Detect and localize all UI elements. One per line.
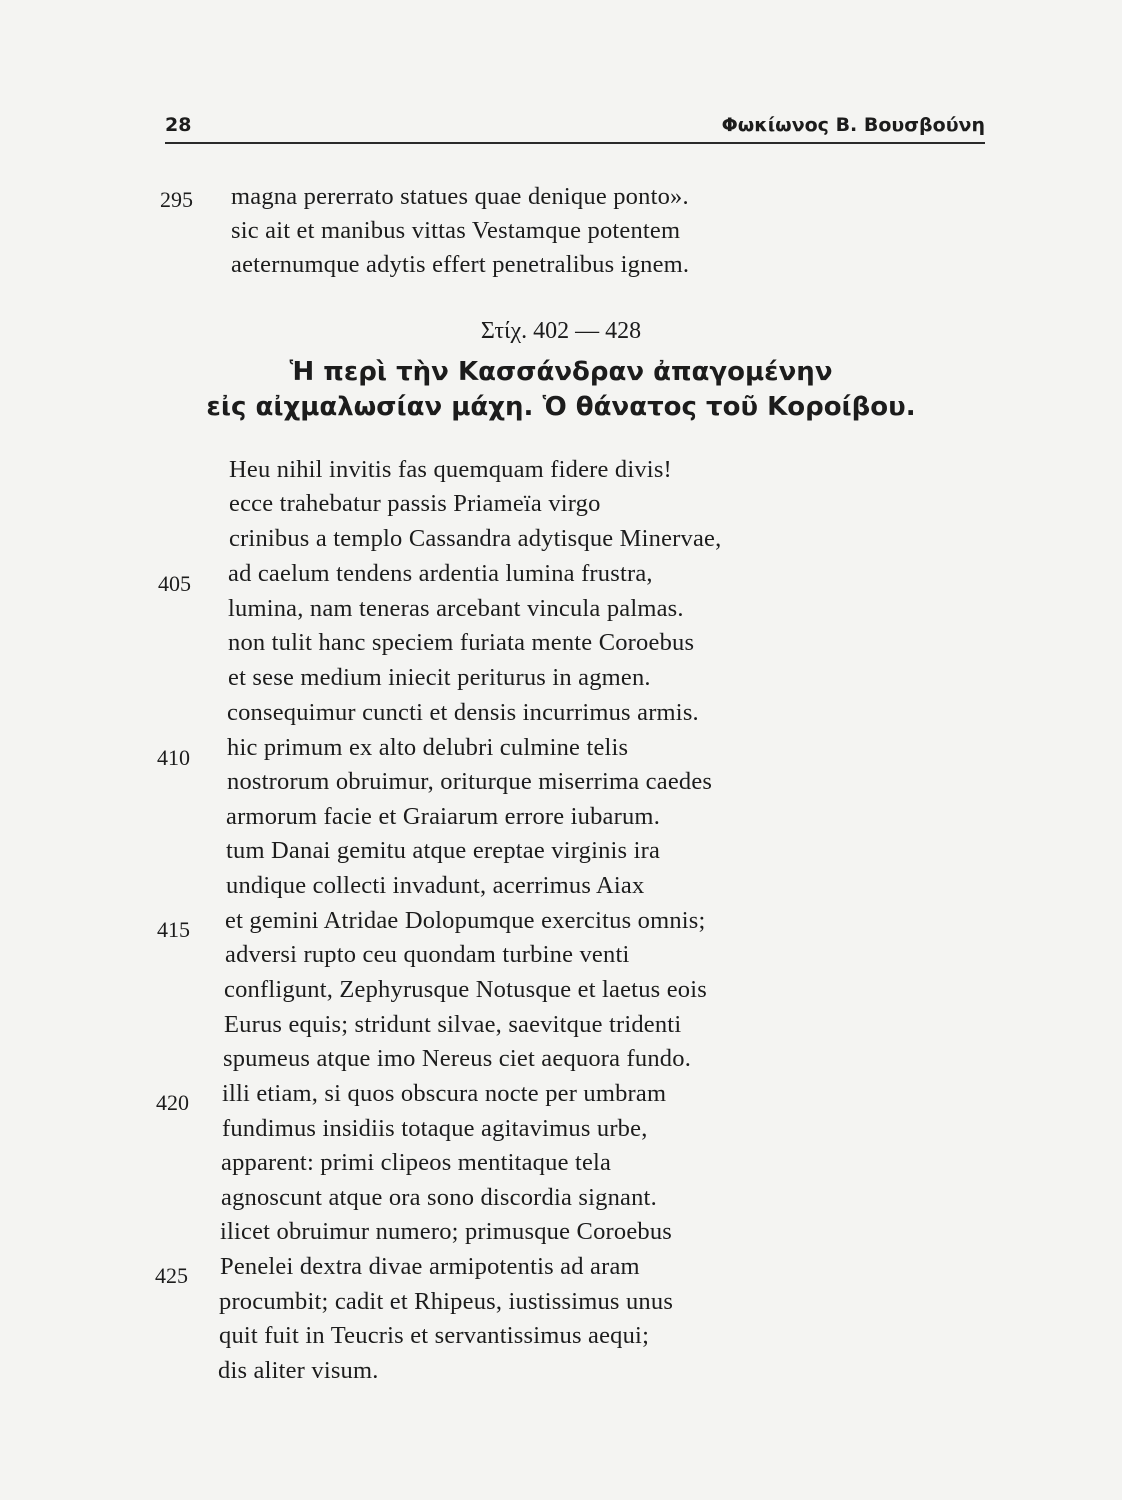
verse-line: quit fuit in Teucris et servantissimus aequi;: [219, 1322, 650, 1349]
verse-line: adversi rupto ceu quondam turbine venti: [225, 941, 630, 968]
verse-line: nostrorum obruimur, oriturque miserrima caedes: [227, 768, 713, 795]
verse-line: lumina, nam teneras arcebant vincula palmas.: [228, 595, 684, 622]
running-title: Φωκίωνος Β. Βουσβούνη: [721, 114, 985, 136]
verse-line: spumeus atque imo Nereus ciet aequora fundo.: [223, 1045, 692, 1072]
line-number: 295: [160, 187, 193, 212]
verse-line: Eurus equis; stridunt silvae, saevitque tridenti: [224, 1011, 682, 1038]
verse-line: ilicet obruimur numero; primusque Coroebus: [220, 1218, 673, 1245]
line-number: 425: [155, 1263, 188, 1288]
verse-line: consequimur cuncti et densis incurrimus armis.: [227, 699, 699, 726]
verse-line: tum Danai gemitu atque ereptae virginis ira: [226, 837, 661, 864]
page-number: 28: [165, 114, 192, 136]
verse-line: aeternumque adytis effert penetralibus ignem.: [231, 251, 690, 278]
verse-range: Στίχ. 402 — 428: [480, 318, 642, 344]
line-number: 405: [158, 571, 191, 596]
line-number: 415: [157, 917, 190, 942]
verse-line: sic ait et manibus vittas Vestamque potentem: [231, 217, 681, 244]
verse-line: illi etiam, si quos obscura nocte per umbram: [222, 1080, 667, 1107]
line-number: 410: [157, 745, 190, 770]
verse-line: Penelei dextra divae armipotentis ad aram: [220, 1253, 640, 1280]
verse-line: magna pererrato statues quae denique ponto».: [231, 183, 689, 210]
verse-line: procumbit; cadit et Rhipeus, iustissimus unus: [219, 1288, 674, 1315]
verse-line: et gemini Atridae Dolopumque exercitus omnis;: [225, 907, 706, 934]
verse-line: undique collecti invadunt, acerrimus Aiax: [226, 872, 645, 899]
verse-line: fundimus insidiis totaque agitavimus urbe,: [222, 1115, 648, 1142]
verse-line: apparent: primi clipeos mentitaque tela: [221, 1149, 612, 1176]
verse-line: confligunt, Zephyrusque Notusque et laetus eois: [224, 976, 707, 1003]
section-title-line-2: εἰς αἰχμαλωσίαν μάχη. Ὁ θάνατος τοῦ Κοροίβου.: [206, 392, 916, 422]
verse-line: ecce trahebatur passis Priameïa virgo: [229, 490, 601, 517]
section-title-line-1: Ἡ περὶ τὴν Κασσάνδραν ἀπαγομένην: [289, 357, 833, 387]
verse-line: non tulit hanc speciem furiata mente Coroebus: [228, 629, 695, 656]
verse-line: Heu nihil invitis fas quemquam fidere divis!: [229, 456, 672, 483]
verse-line: ad caelum tendens ardentia lumina frustra,: [228, 560, 653, 587]
verse-line: dis aliter visum.: [218, 1357, 379, 1384]
verse-line: et sese medium iniecit periturus in agmen.: [228, 664, 651, 691]
running-header: [165, 108, 985, 144]
verse-line: armorum facie et Graiarum errore iubarum.: [226, 803, 661, 830]
line-number: 420: [156, 1090, 189, 1115]
verse-line: agnoscunt atque ora sono discordia signant.: [221, 1184, 657, 1211]
verse-line: crinibus a templo Cassandra adytisque Minervae,: [229, 525, 722, 552]
verse-line: hic primum ex alto delubri culmine telis: [227, 734, 629, 761]
